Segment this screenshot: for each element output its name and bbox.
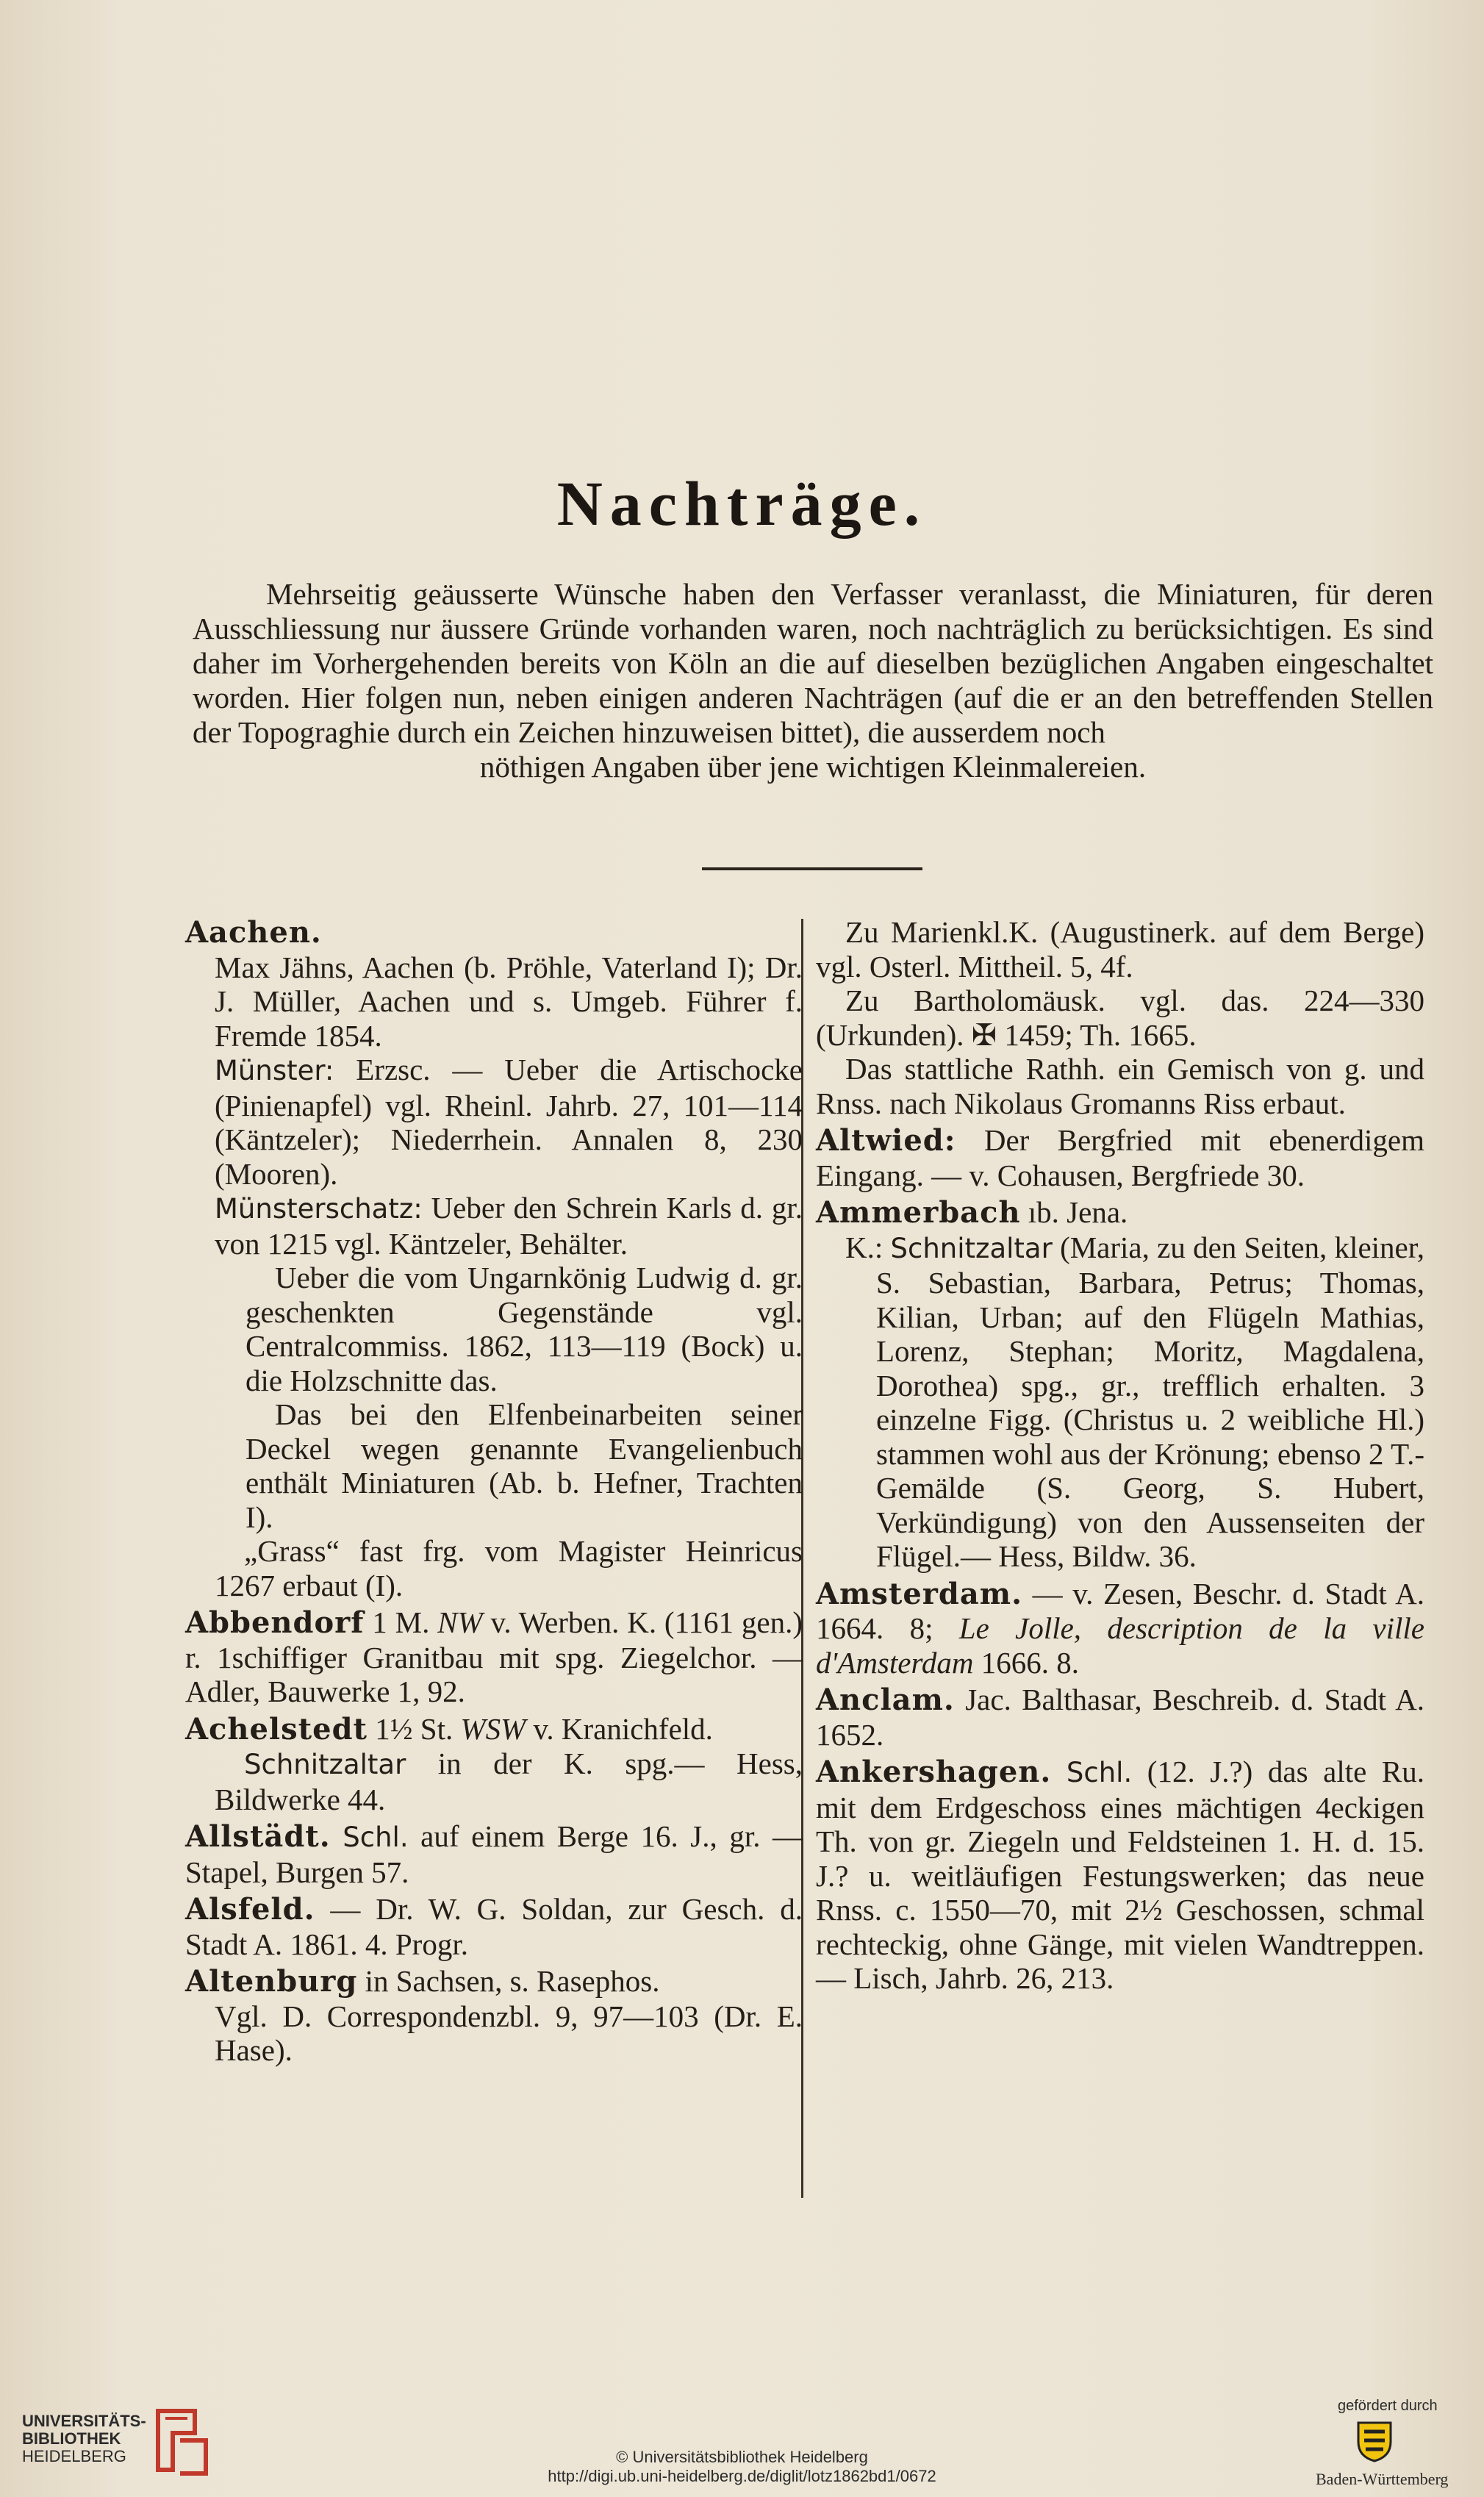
entry-text: „Grass“ fast frg. vom Magister Heinricus 1267 erbaut (I). xyxy=(215,1534,803,1602)
intro-last-line: nöthigen Angaben über jene wichtigen Kleinmalereien. xyxy=(479,750,1147,784)
intro-body: Mehrseitig geäusserte Wünsche haben den Verfasser veranlasst, die Miniaturen, für deren Ausschliessung nur äussere Gründe vorhanden waren, noch nachträglich zu berücksichtigen. Es sind daher im Vorhergehenden bereits von Köln an die auf dieselben bezüglichen Angaben eingeschaltet worden. Hier folgen nun, neben einigen anderen Nachträgen (auf die er an den betreffenden Stellen der Topograghie durch ein Zeichen hinzuweisen bittet), die ausserdem noch xyxy=(193,577,1433,749)
entry-altenburg: Altenburg in Sachsen, s. Rasephos. Vgl. D. Correspondenzbl. 9, 97—103 (Dr. E. Hase). xyxy=(185,1964,803,2067)
entry-aachen xyxy=(185,915,803,1602)
funding-label: gefördert durch xyxy=(1338,2398,1438,2414)
entry-text: Münsterschatz: Ueber den Schrein Karls d. gr. von 1215 vgl. Käntzeler, Behälter. xyxy=(215,1191,803,1261)
right-column xyxy=(816,915,1424,1999)
funder-name: Baden-Württemberg xyxy=(1316,2470,1449,2488)
entry-ammerbach: Ammerbach ıb. Jena. K.: Schnitzaltar (Maria, zu den Seiten, kleiner, S. Sebastian, Barbara, Petrus; Thomas, Kilian, Urban; auf den Flügeln Mathias, Lorenz, Stephan; Moritz, Magdalena, Dorothea) spg., gr., trefflich erhalten. 3 einzelne Figg. (Christus u. 2 weibliche Hl.) stammen wohl aus der Krönung; ebenso 2 T.-Gemälde (S. Georg, S. Hubert, Verkündigung) von den Aussenseiten der Flügel.— Hess, Bildw. 36. xyxy=(816,1195,1424,1573)
section-rule xyxy=(702,867,922,870)
entry-ankershagen: Ankershagen. Schl. (12. J.?) das alte Ru. mit dem Erdgeschoss eines mächtigen 4eckigen Th. von gr. Ziegeln und Feldsteinen 1. H. d. 15. J.? u. weitläufigen Festungswerken; das neue Rnss. c. 1550—70, mit 2½ Geschossen, schmal rechteckig, ohne Gänge, mit vielen Wandtreppen. — Lisch, Jahrb. 26, 213. xyxy=(816,1755,1424,1995)
entry-text: Max Jähns, Aachen (b. Pröhle, Vaterland I); Dr. J. Müller, Aachen und s. Umgeb. Führer f. Fremde 1854. xyxy=(215,950,803,1053)
entry-text: Ueber die vom Ungarnkönig Ludwig d. gr. geschenkten Gegenstände vgl. Centralcommiss. 1862, 113—119 (Bock) u. die Holzschnitte das. xyxy=(245,1261,803,1397)
copyright-footer: © Universitätsbibliothek Heidelberg http://digi.ub.uni-heidelberg.de/diglit/lotz1862bd1/0672 xyxy=(0,2448,1484,2486)
library-logo-text: UNIVERSITÄTS- BIBLIOTHEK HEIDELBERG xyxy=(22,2412,146,2465)
entry-alsfeld: Alsfeld. — Dr. W. G. Soldan, zur Gesch. d. Stadt A. 1861. 4. Progr. xyxy=(185,1892,803,1961)
headword: Aachen. xyxy=(185,915,322,950)
entry-abbendorf: Abbendorf 1 M. NW v. Werben. K. (1161 gen.) r. 1schiffiger Granitbau mit spg. Ziegelchor. — Adler, Bauwerke 1, 92. xyxy=(185,1605,803,1708)
entry-anclam: Anclam. Jac. Balthasar, Beschreib. d. Stadt A. 1652. xyxy=(816,1683,1424,1752)
coat-of-arms-icon xyxy=(1352,2418,1397,2464)
entry-text: Das bei den Elfenbeinarbeiten seiner Deckel wegen genannte Evangelienbuch enthält Miniaturen (Ab. b. Hefner, Trachten I). xyxy=(245,1397,803,1534)
entry-amsterdam: Amsterdam. — v. Zesen, Beschr. d. Stadt A. 1664. 8; Le Jolle, description de la ville d'Amsterdam 1666. 8. xyxy=(816,1576,1424,1680)
left-column xyxy=(185,915,803,2071)
entry-altenburg-cont: Zu Marienkl.K. (Augustinerk. auf dem Berge) vgl. Osterl. Mittheil. 5, 4f. Zu Bartholomäusk. vgl. das. 224—330 (Urkunden). ✠ 1459; Th. 1665. Das stattliche Rathh. ein Gemisch von g. und Rnss. nach Nikolaus Gromanns Riss erbaut. xyxy=(816,915,1424,1120)
intro-paragraph xyxy=(193,577,1433,784)
page-title: Nachträge. xyxy=(556,468,928,539)
entry-allstaedt: Allstädt. Schl. auf einem Berge 16. J., gr. — Stapel, Burgen 57. xyxy=(185,1819,803,1889)
entry-altwied: Altwied: Der Bergfried mit ebenerdigem Eingang. — v. Cohausen, Bergfriede 30. xyxy=(816,1123,1424,1192)
entry-text: Münster: Erzsc. — Ueber die Artischocke (Pinienapfel) vgl. Rheinl. Jahrb. 27, 101—114 (Käntzeler); Niederrhein. Annalen 8, 230 (Mooren). xyxy=(215,1053,803,1191)
entry-achelstedt: Achelstedt 1½ St. WSW v. Kranichfeld. Schnitzaltar in der K. spg.— Hess, Bildwerke 44. xyxy=(185,1711,803,1816)
source-url-link[interactable]: http://digi.ub.uni-heidelberg.de/diglit/lotz1862bd1/0672 xyxy=(548,2467,936,2485)
